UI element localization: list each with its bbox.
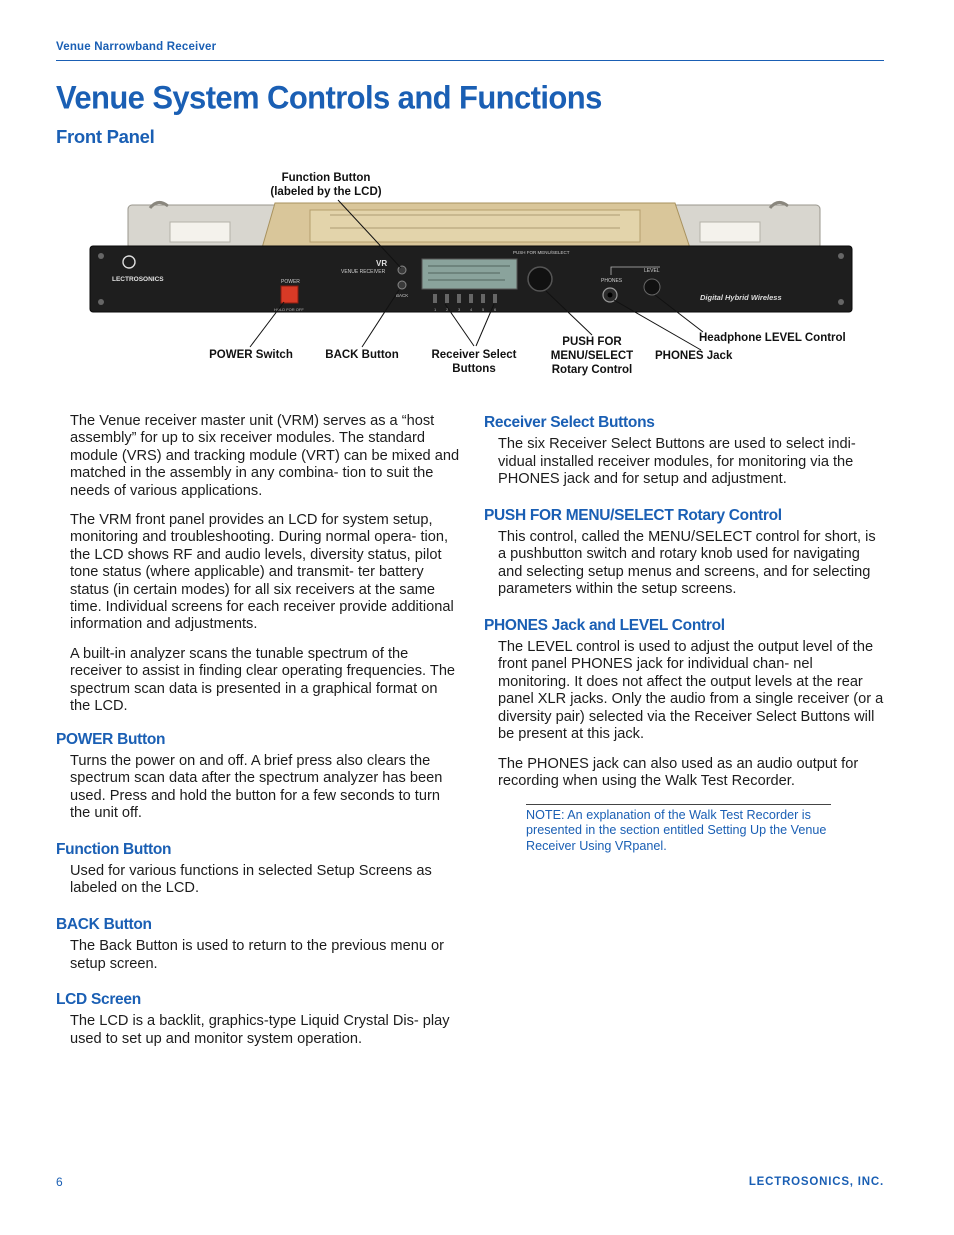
chassis-top — [262, 203, 690, 248]
section-subtitle: Front Panel — [56, 126, 155, 147]
walk-test-note: NOTE: An explanation of the Walk Test Recorder is presented in the section entitled Setting Up the Venue Receiver Using VRpanel. — [526, 804, 831, 854]
intro-paragraph: A built-in analyzer scans the tunable spectrum of the receiver to assist in finding clear operating frequencies. The spectrum scan data is presented in a graphical format on the LCD. — [70, 645, 456, 715]
phones-level-body: The LEVEL control is used to adjust the output level of the front panel PHONES jack for individual chan- nel monitoring. It does not affect the output levels at the rear panel XLR jacks. Only the audio from a single receiver (or a diversity pair) selected via the Receiver Select Buttons will be present at this jack. — [498, 639, 884, 743]
callout-receiver-line2: Buttons — [452, 363, 496, 375]
callout-push-line3: Rotary Control — [551, 364, 633, 376]
intro-paragraph: The Venue receiver master unit (VRM) serves as a “host assembly” for up to six receiver modules. The standard module (VRS) and tracking module (VRT) can be mixed and matched in the assembly in any combina- tion to suit the needs of various applications. — [70, 413, 460, 499]
function-heading: Function Button — [56, 840, 172, 858]
back-button[interactable] — [398, 281, 406, 289]
power-panel-label: POWER — [281, 279, 300, 285]
callout-power-switch: POWER Switch — [209, 349, 293, 361]
callout-function-line1: Function Button — [281, 172, 371, 184]
callout-function-line2: (labeled by the LCD) — [270, 186, 382, 198]
receiver-button-number: 3 — [458, 307, 461, 312]
power-hold-label: HOLD FOR OFF — [274, 307, 304, 312]
callout-receiver-select — [419, 348, 529, 376]
level-knob[interactable] — [644, 279, 660, 295]
phones-panel-label: PHONES — [601, 278, 623, 284]
front-panel-figure — [0, 0, 954, 400]
mount-hole — [838, 253, 844, 259]
callout-function-button — [246, 171, 406, 199]
phones-jack-hole — [608, 293, 613, 298]
receiver-button-number: 6 — [494, 307, 497, 312]
callout-phones-jack: PHONES Jack — [655, 350, 733, 362]
intro-paragraph: The VRM front panel provides an LCD for system setup, monitoring and troubleshooting. During normal opera- tion, the LCD shows RF and audio levels, diversity status, pilot tone status (where applicable) and transmit- ter battery status (in certain modes) for all six receivers at the same time. Individual screens for each receiver provide additional information and adjustments. — [70, 512, 454, 633]
running-header: Venue Narrowband Receiver — [56, 41, 217, 53]
rack-ear-right — [670, 202, 820, 249]
knob-panel-label: PUSH FOR MENU/SELECT — [513, 250, 570, 255]
power-switch[interactable] — [281, 286, 298, 303]
callout-headphone-level: Headphone LEVEL Control — [699, 332, 846, 344]
function-button[interactable] — [398, 266, 406, 274]
left-column — [56, 413, 460, 1060]
receiver-button-number: 4 — [470, 307, 473, 312]
callout-receiver-line1: Receiver Select — [431, 349, 517, 361]
mount-hole — [98, 299, 104, 305]
brand-text: LECTROSONICS — [112, 276, 164, 283]
push-menu-body: This control, called the MENU/SELECT control for short, is a pushbutton switch and rotary knob used for navigating and selecting setup menus and screens, and for selecting parameters within the setup screens. — [498, 529, 876, 598]
callout-push-line2: MENU/SELECT — [550, 350, 634, 362]
back-body: The Back Button is used to return to the previous menu or setup screen. — [70, 938, 444, 972]
back-panel-label: BACK — [396, 293, 409, 298]
receiver-button-number: 2 — [446, 307, 449, 312]
callout-push-for-menu — [537, 335, 647, 377]
right-column — [484, 414, 884, 802]
phones-level-heading: PHONES Jack and LEVEL Control — [484, 616, 725, 634]
power-body: Turns the power on and off. A brief press also clears the spectrum scan data after the spectrum analyzer has been used. Press and hold the button for a few seconds to turn the unit off. — [70, 752, 443, 822]
lcd-screen — [422, 259, 517, 289]
mount-hole — [838, 299, 844, 305]
mount-hole — [98, 253, 104, 259]
model-sub-text: VENUE RECEIVER — [341, 269, 386, 275]
callout-back-button: BACK Button — [325, 349, 399, 361]
function-body: Used for various functions in selected Setup Screens as labeled on the LCD. — [70, 862, 432, 897]
tagline-text: Digital Hybrid Wireless — [700, 293, 782, 302]
back-heading: BACK Button — [56, 915, 152, 933]
receiver-button-number: 5 — [482, 307, 485, 312]
model-text: VR — [376, 259, 388, 268]
lcd-heading: LCD Screen — [56, 990, 141, 1008]
lcd-body: The LCD is a backlit, graphics-type Liquid Crystal Dis- play used to set up and monitor system operation. — [70, 1013, 450, 1047]
menu-select-knob[interactable] — [528, 267, 552, 291]
power-heading: POWER Button — [56, 730, 166, 748]
receiver-select-heading: Receiver Select Buttons — [484, 414, 655, 431]
callout-push-line1: PUSH FOR — [562, 336, 622, 348]
footer-company: LECTROSONICS, INC. — [748, 1176, 884, 1188]
level-panel-label: LEVEL — [644, 268, 660, 274]
page-title: Venue System Controls and Functions — [56, 79, 602, 116]
intro-block — [56, 413, 460, 716]
receiver-button-number: 1 — [434, 307, 437, 312]
phones-level-body-2: The PHONES jack can also used as an audio output for recording when using the Walk Test Recorder. — [498, 755, 859, 789]
receiver-select-body: The six Receiver Select Buttons are used to select indi- vidual installed receiver modules, for monitoring via the PHONES jack and for setup and adjustment. — [498, 436, 856, 488]
page-number: 6 — [56, 1175, 63, 1189]
push-menu-heading: PUSH FOR MENU/SELECT Rotary Control — [484, 506, 782, 524]
